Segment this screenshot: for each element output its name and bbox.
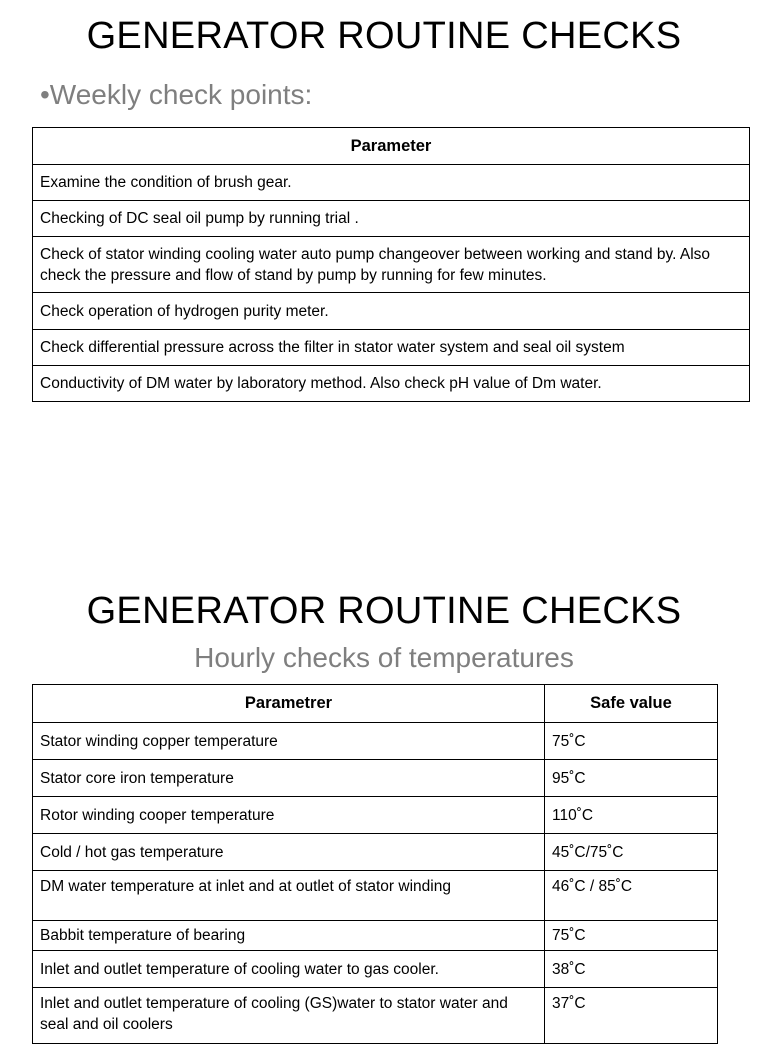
parameter-cell: Cold / hot gas temperature [33, 834, 545, 871]
parameter-cell: DM water temperature at inlet and at outlet of stator winding [33, 871, 545, 921]
table-row [33, 871, 718, 921]
table-cell: Check operation of hydrogen purity meter. [33, 293, 750, 330]
hourly-checks-subtitle: Hourly checks of temperatures [194, 642, 574, 673]
table-cell: Conductivity of DM water by laboratory method. Also check pH value of Dm water. [33, 366, 750, 402]
parameter-header: Parameter [33, 128, 750, 165]
table-row [33, 723, 718, 760]
table-row [33, 988, 718, 1044]
table-row [33, 366, 750, 402]
table-cell: Checking of DC seal oil pump by running trial . [33, 201, 750, 237]
table-row [33, 293, 750, 330]
slide2-title: GENERATOR ROUTINE CHECKS [86, 590, 682, 632]
weekly-checks-bullet: •Weekly check points: [40, 79, 313, 110]
parameter-cell: Inlet and outlet temperature of cooling (GS)water to stator water and seal and oil coolers [33, 988, 545, 1044]
parameter-cell: Inlet and outlet temperature of cooling water to gas cooler. [33, 951, 545, 988]
parameter-header: Parametrer [33, 685, 545, 723]
value-cell: 45˚C/75˚C [545, 834, 718, 871]
table-row [33, 951, 718, 988]
value-cell: 46˚C / 85˚C [545, 871, 718, 921]
table-cell: Check differential pressure across the filter in stator water system and seal oil system [33, 330, 750, 366]
weekly-checks-table [32, 127, 750, 402]
table-row [33, 237, 750, 293]
table-row [33, 921, 718, 951]
table-row [33, 165, 750, 201]
slide1-title: GENERATOR ROUTINE CHECKS [86, 15, 682, 57]
table-cell: Examine the condition of brush gear. [33, 165, 750, 201]
value-cell: 95˚C [545, 760, 718, 797]
table-row [33, 201, 750, 237]
table-cell: Check of stator winding cooling water auto pump changeover between working and stand by. Also check the pressure and flow of stand by pump by running for few minutes. [33, 237, 750, 293]
safe-value-header: Safe value [545, 685, 718, 723]
temperature-checks-table [32, 684, 718, 1044]
parameter-cell: Stator winding copper temperature [33, 723, 545, 760]
table-row [33, 834, 718, 871]
value-cell: 37˚C [545, 988, 718, 1044]
value-cell: 75˚C [545, 723, 718, 760]
value-cell: 75˚C [545, 921, 718, 951]
table-row [33, 330, 750, 366]
table-row [33, 760, 718, 797]
value-cell: 38˚C [545, 951, 718, 988]
parameter-cell: Babbit temperature of bearing [33, 921, 545, 951]
value-cell: 110˚C [545, 797, 718, 834]
table-header-row [33, 128, 750, 165]
parameter-cell: Stator core iron temperature [33, 760, 545, 797]
table-header-row [33, 685, 718, 723]
table-row [33, 797, 718, 834]
parameter-cell: Rotor winding cooper temperature [33, 797, 545, 834]
